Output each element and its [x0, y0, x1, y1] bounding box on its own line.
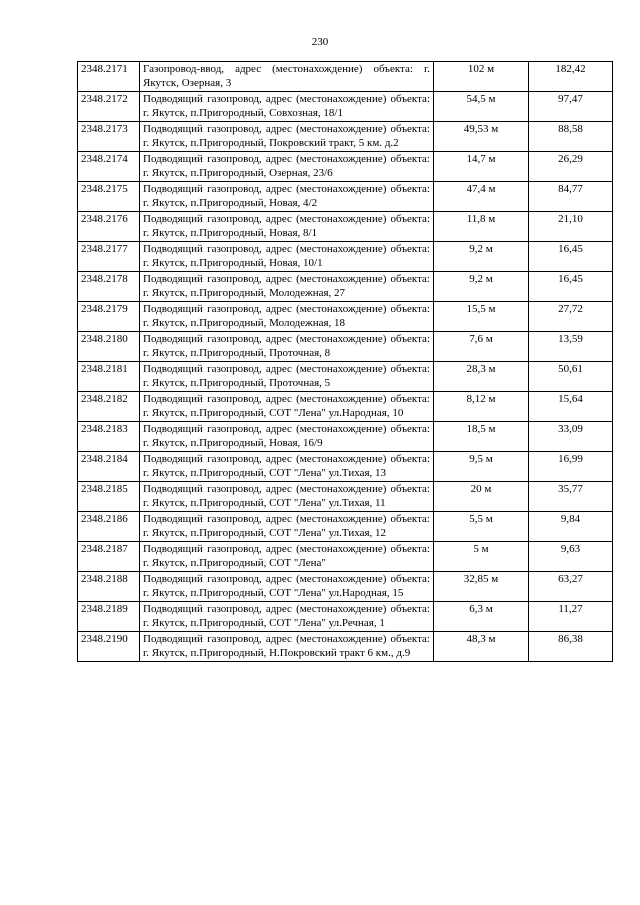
object-description-cell: Подводящий газопровод, адрес (местонахождение) объекта: г. Якутск, п.Пригородный, СОТ "Лена" ул.Тихая, 11	[140, 482, 434, 512]
length-cell: 9,2 м	[434, 272, 529, 302]
row-number-cell: 2348.2187	[78, 542, 140, 572]
length-cell: 48,3 м	[434, 632, 529, 662]
object-description-cell: Подводящий газопровод, адрес (местонахождение) объекта: г. Якутск, п.Пригородный, Новая, 4/2	[140, 182, 434, 212]
value-cell: 26,29	[529, 152, 613, 182]
row-number-cell: 2348.2173	[78, 122, 140, 152]
row-number-cell: 2348.2186	[78, 512, 140, 542]
row-number-cell: 2348.2176	[78, 212, 140, 242]
object-description-cell: Подводящий газопровод, адрес (местонахождение) объекта: г. Якутск, п.Пригородный, Н.Покровский тракт 6 км., д.9	[140, 632, 434, 662]
length-cell: 6,3 м	[434, 602, 529, 632]
registry-table	[77, 61, 613, 662]
object-description-cell: Подводящий газопровод, адрес (местонахождение) объекта: г. Якутск, п.Пригородный, СОТ "Лена" ул.Речная, 1	[140, 602, 434, 632]
table-row	[78, 332, 613, 362]
length-cell: 9,2 м	[434, 242, 529, 272]
length-cell: 54,5 м	[434, 92, 529, 122]
object-description-cell: Подводящий газопровод, адрес (местонахождение) объекта: г. Якутск, п.Пригородный, Новая, 16/9	[140, 422, 434, 452]
value-cell: 16,45	[529, 272, 613, 302]
value-cell: 21,10	[529, 212, 613, 242]
table-row	[78, 572, 613, 602]
object-description-cell: Подводящий газопровод, адрес (местонахождение) объекта: г. Якутск, п.Пригородный, Проточная, 5	[140, 362, 434, 392]
length-cell: 102 м	[434, 62, 529, 92]
table-row	[78, 62, 613, 92]
row-number-cell: 2348.2172	[78, 92, 140, 122]
length-cell: 18,5 м	[434, 422, 529, 452]
value-cell: 16,99	[529, 452, 613, 482]
value-cell: 97,47	[529, 92, 613, 122]
row-number-cell: 2348.2179	[78, 302, 140, 332]
table-row	[78, 122, 613, 152]
table-row	[78, 452, 613, 482]
table-row	[78, 482, 613, 512]
table-row	[78, 92, 613, 122]
row-number-cell: 2348.2180	[78, 332, 140, 362]
row-number-cell: 2348.2181	[78, 362, 140, 392]
table-row	[78, 152, 613, 182]
value-cell: 9,84	[529, 512, 613, 542]
length-cell: 11,8 м	[434, 212, 529, 242]
length-cell: 5 м	[434, 542, 529, 572]
row-number-cell: 2348.2190	[78, 632, 140, 662]
table-row	[78, 542, 613, 572]
object-description-cell: Подводящий газопровод, адрес (местонахождение) объекта: г. Якутск, п.Пригородный, СОТ "Лена" ул.Тихая, 13	[140, 452, 434, 482]
object-description-cell: Подводящий газопровод, адрес (местонахождение) объекта: г. Якутск, п.Пригородный, СОТ "Лена" ул.Тихая, 12	[140, 512, 434, 542]
object-description-cell: Подводящий газопровод, адрес (местонахождение) объекта: г. Якутск, п.Пригородный, Молодежная, 27	[140, 272, 434, 302]
row-number-cell: 2348.2184	[78, 452, 140, 482]
value-cell: 88,58	[529, 122, 613, 152]
value-cell: 182,42	[529, 62, 613, 92]
length-cell: 7,6 м	[434, 332, 529, 362]
table-row	[78, 362, 613, 392]
page-number: 230	[311, 36, 329, 48]
row-number-cell: 2348.2183	[78, 422, 140, 452]
value-cell: 13,59	[529, 332, 613, 362]
row-number-cell: 2348.2177	[78, 242, 140, 272]
value-cell: 84,77	[529, 182, 613, 212]
length-cell: 5,5 м	[434, 512, 529, 542]
length-cell: 8,12 м	[434, 392, 529, 422]
object-description-cell: Подводящий газопровод, адрес (местонахождение) объекта: г. Якутск, п.Пригородный, Молодежная, 18	[140, 302, 434, 332]
value-cell: 27,72	[529, 302, 613, 332]
table-row	[78, 302, 613, 332]
registry-table-body	[78, 62, 613, 662]
object-description-cell: Подводящий газопровод, адрес (местонахождение) объекта: г. Якутск, п.Пригородный, Озерная, 23/6	[140, 152, 434, 182]
value-cell: 11,27	[529, 602, 613, 632]
table-row	[78, 242, 613, 272]
value-cell: 33,09	[529, 422, 613, 452]
row-number-cell: 2348.2189	[78, 602, 140, 632]
value-cell: 16,45	[529, 242, 613, 272]
row-number-cell: 2348.2174	[78, 152, 140, 182]
object-description-cell: Подводящий газопровод, адрес (местонахождение) объекта: г. Якутск, п.Пригородный, Проточная, 8	[140, 332, 434, 362]
table-row	[78, 512, 613, 542]
object-description-cell: Газопровод-ввод, адрес (местонахождение) объекта: г. Якутск, Озерная, 3	[140, 62, 434, 92]
row-number-cell: 2348.2175	[78, 182, 140, 212]
length-cell: 9,5 м	[434, 452, 529, 482]
object-description-cell: Подводящий газопровод, адрес (местонахождение) объекта: г. Якутск, п.Пригородный, Покровский тракт, 5 км. д.2	[140, 122, 434, 152]
table-row	[78, 632, 613, 662]
value-cell: 15,64	[529, 392, 613, 422]
table-row	[78, 392, 613, 422]
value-cell: 86,38	[529, 632, 613, 662]
length-cell: 49,53 м	[434, 122, 529, 152]
table-row	[78, 182, 613, 212]
row-number-cell: 2348.2188	[78, 572, 140, 602]
object-description-cell: Подводящий газопровод, адрес (местонахождение) объекта: г. Якутск, п.Пригородный, СОТ "Лена" ул.Народная, 15	[140, 572, 434, 602]
row-number-cell: 2348.2182	[78, 392, 140, 422]
length-cell: 32,85 м	[434, 572, 529, 602]
object-description-cell: Подводящий газопровод, адрес (местонахождение) объекта: г. Якутск, п.Пригородный, Новая, 8/1	[140, 212, 434, 242]
row-number-cell: 2348.2178	[78, 272, 140, 302]
length-cell: 28,3 м	[434, 362, 529, 392]
length-cell: 14,7 м	[434, 152, 529, 182]
value-cell: 9,63	[529, 542, 613, 572]
table-row	[78, 422, 613, 452]
object-description-cell: Подводящий газопровод, адрес (местонахождение) объекта: г. Якутск, п.Пригородный, Совхозная, 18/1	[140, 92, 434, 122]
object-description-cell: Подводящий газопровод, адрес (местонахождение) объекта: г. Якутск, п.Пригородный, Новая, 10/1	[140, 242, 434, 272]
row-number-cell: 2348.2171	[78, 62, 140, 92]
object-description-cell: Подводящий газопровод, адрес (местонахождение) объекта: г. Якутск, п.Пригородный, СОТ "Лена"	[140, 542, 434, 572]
length-cell: 15,5 м	[434, 302, 529, 332]
value-cell: 63,27	[529, 572, 613, 602]
object-description-cell: Подводящий газопровод, адрес (местонахождение) объекта: г. Якутск, п.Пригородный, СОТ "Лена" ул.Народная, 10	[140, 392, 434, 422]
value-cell: 35,77	[529, 482, 613, 512]
length-cell: 20 м	[434, 482, 529, 512]
value-cell: 50,61	[529, 362, 613, 392]
table-row	[78, 602, 613, 632]
length-cell: 47,4 м	[434, 182, 529, 212]
row-number-cell: 2348.2185	[78, 482, 140, 512]
table-row	[78, 272, 613, 302]
table-row	[78, 212, 613, 242]
